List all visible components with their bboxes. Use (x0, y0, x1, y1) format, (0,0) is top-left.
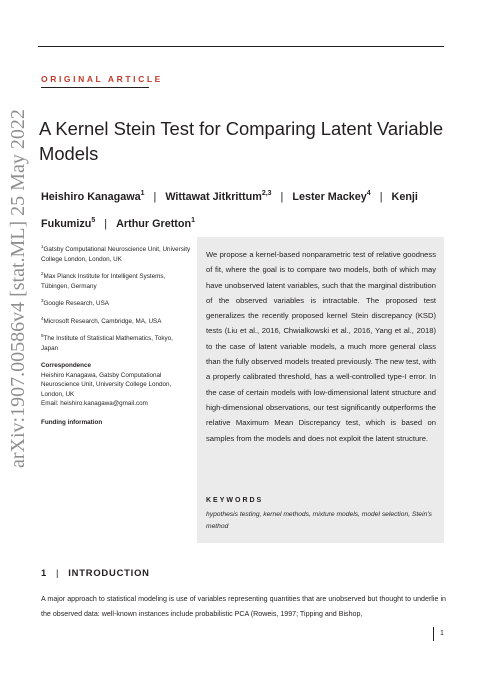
affiliation-text: The Institute of Statistical Mathematics, Tokyo, Japan (41, 335, 173, 352)
author-name: Heishiro Kanagawa (41, 191, 141, 203)
affiliation-marker: 2 (41, 271, 44, 277)
correspondence-email[interactable]: Email: heishiro.kanagawa@gmail.com (41, 400, 148, 408)
affiliation-marker: 5 (41, 333, 44, 339)
author-separator: | (104, 218, 108, 230)
page-number-rule (433, 627, 434, 641)
section-title: INTRODUCTION (68, 567, 150, 578)
section-heading (41, 567, 150, 578)
author-separator: | (280, 191, 284, 203)
author-affiliation-marker: 1 (140, 190, 145, 197)
article-type-rule (41, 87, 149, 88)
affiliation-text: Max Planck Institute for Intelligent Systems, Tübingen, Germany (41, 273, 166, 290)
author-affiliation-marker: 5 (91, 217, 96, 224)
abstract-text: We propose a kernel-based nonparametric test of relative goodness of fit, where the goal is to compare two models, both of which may have unobserved latent variables, such that the marginal distribution of the observed variables is intractable. The proposed test generalizes the recently proposed kernel Stein discrepancy (KSD) tests (Liu et al., 2016, Chwialkowski et al., 2016, Yang et al., 2018) to the case of latent variable models, a much more general class than the fully observed models treated previously. The new test, with a properly calibrated threshold, has a well-controlled type-I error. In the case of certain models with low-dimensional latent structure and high-dimensional observations, our test significantly outperforms the relative Maximum Mean Discrepancy test, which is based on samples from the models and does not exploit the latent structure. (206, 250, 436, 443)
correspondence-address: Heishiro Kanagawa, Gatsby Computational Neuroscience Unit, University College London, London, UK (41, 371, 172, 398)
author-affiliation-marker: 4 (366, 190, 371, 197)
correspondence-heading: Correspondence (41, 362, 92, 370)
affiliations-column (41, 242, 191, 427)
affiliation-marker: 3 (41, 298, 44, 304)
affiliation-item (41, 331, 191, 353)
page-number: 1 (440, 630, 444, 637)
paper-title: A Kernel Stein Test for Comparing Latent Variable Models (39, 118, 444, 164)
abstract-box (197, 237, 444, 543)
affiliation-text: Gatsby Computational Neuroscience Unit, University College London, London, UK (41, 246, 191, 263)
intro-paragraph: A major approach to statistical modeling is use of variables representing quantities that are unobserved but thought to underlie in the observed data: well-known instances include probabilistic PCA (Roweis, 1997; Tipping and Bishop, (41, 595, 446, 618)
funding-heading: Funding information (41, 418, 103, 426)
author-affiliation-marker: 2,3 (261, 190, 272, 197)
keywords-heading: KEYWORDS (206, 497, 264, 504)
author-separator: | (153, 191, 157, 203)
author-list (41, 182, 421, 236)
top-rule (38, 46, 444, 47)
section-separator: | (56, 567, 60, 578)
author-affiliation-marker: 1 (191, 217, 195, 224)
section-number: 1 (41, 567, 48, 578)
author-separator: | (379, 191, 383, 203)
author-name: Kenji Fukumizu (41, 191, 418, 230)
affiliation-marker: 1 (41, 244, 44, 249)
affiliation-text: Google Research, USA (43, 300, 109, 308)
keywords-text: hypothesis testing, kernel methods, mixture models, model selection, Stein's method (206, 511, 432, 530)
author-name: Arthur Gretton (116, 218, 192, 230)
affiliation-marker: 4 (41, 315, 44, 321)
affiliation-item (41, 296, 191, 309)
affiliation-text: Microsoft Research, Cambridge, MA, USA (43, 317, 162, 325)
affiliation-item (41, 242, 191, 264)
affiliation-item (41, 314, 191, 327)
affiliation-item (41, 269, 191, 291)
author-name: Lester Mackey (292, 191, 367, 203)
article-type-label: ORIGINAL ARTICLE (41, 74, 163, 84)
author-name: Wittawat Jitkrittum (165, 191, 262, 203)
arxiv-stamp: arXiv:1907.00586v4 [stat.ML] 25 May 2022 (7, 109, 29, 468)
